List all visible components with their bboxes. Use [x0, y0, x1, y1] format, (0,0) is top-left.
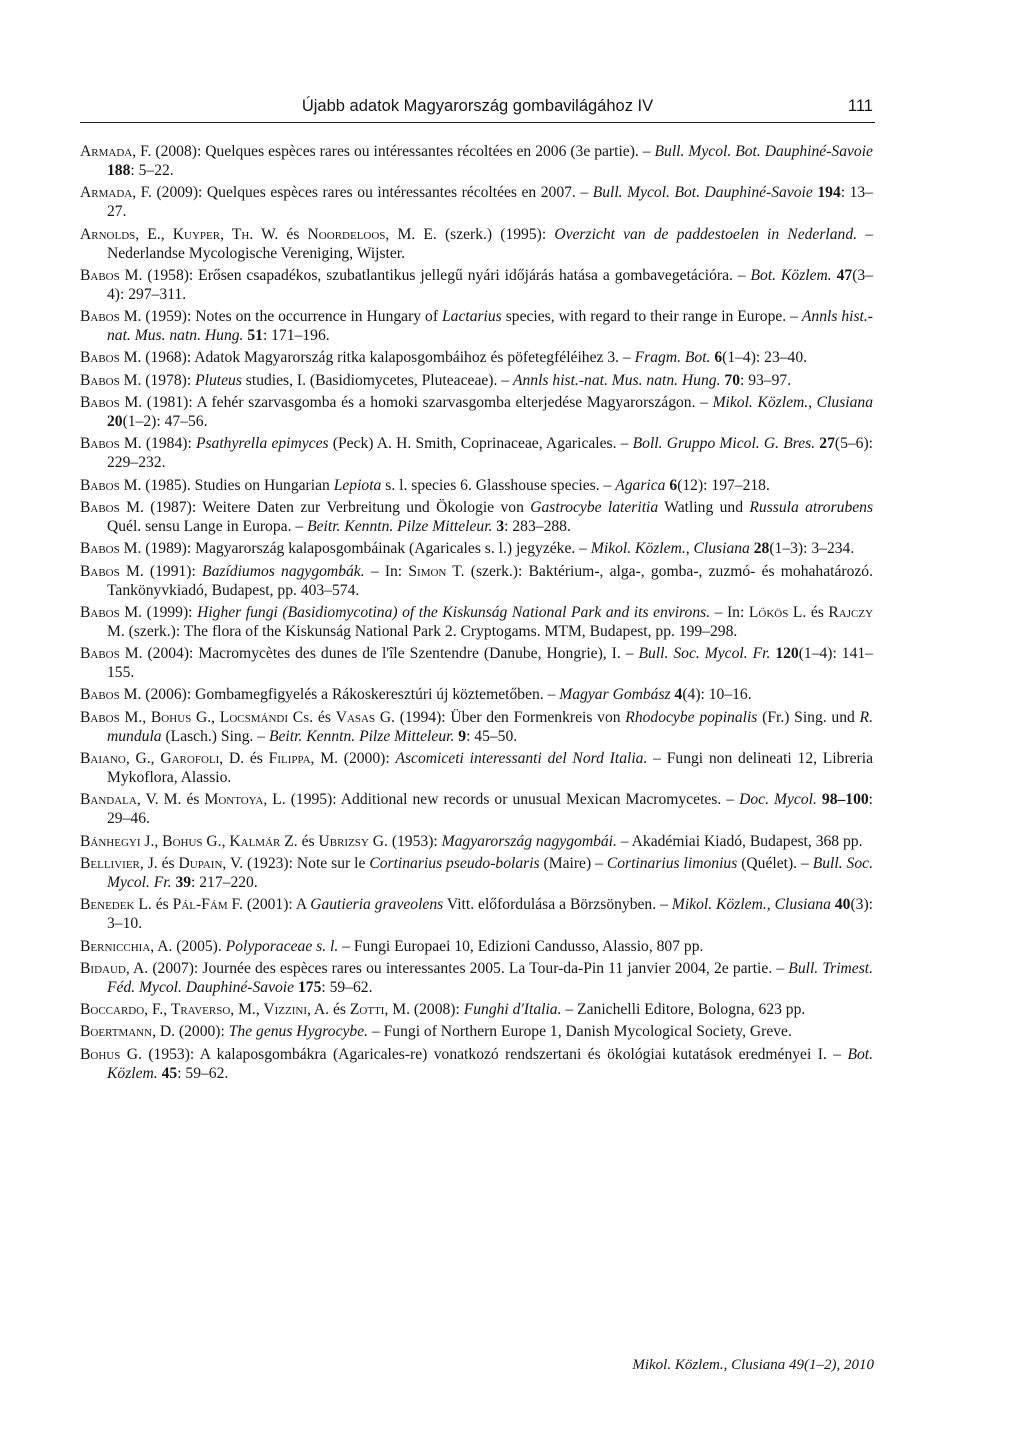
reference-title-italic: Doc. Mycol. — [739, 791, 817, 809]
reference-author: Arnolds, E., Kuyper, Th. W. — [80, 225, 279, 243]
reference-text: (1978): — [141, 371, 196, 389]
reference-text: (1959): Notes on the occurrence in Hungary of — [141, 308, 442, 326]
reference-title-italic: Beitr. Kenntn. Pilze Mitteleur. — [307, 517, 493, 535]
reference-text: (szerk.): The flora of the Kiskunság National Park 2. Cryptogams. MTM, Budapest, pp. 199–298. — [124, 622, 738, 640]
reference-title-italic: Annls hist.-nat. Mus. natn. Hung. — [107, 308, 873, 345]
reference-title-italic: Psathyrella epimyces — [195, 435, 329, 453]
reference-text: (Lasch.) Sing. – — [161, 727, 269, 745]
reference-text: (3): 3–10. — [107, 896, 873, 933]
reference-entry — [80, 562, 873, 600]
reference-author: Ubrizsy G. — [318, 832, 388, 850]
reference-author: Babos M. — [80, 394, 143, 412]
reference-text: (2001): A — [242, 896, 311, 914]
reference-text: (1999): — [142, 603, 198, 621]
reference-text: (1–3): 3–234. — [769, 540, 855, 558]
reference-volume: 28 — [753, 540, 770, 558]
reference-volume: 40 — [834, 896, 851, 914]
reference-volume: 188 — [107, 162, 131, 179]
reference-author: Armada, F. — [80, 184, 152, 202]
reference-text: – In: — [710, 603, 749, 621]
reference-volume: 27 — [819, 435, 835, 453]
reference-text: (1953): A kalaposgombákra (Agaricales-re) vonatkozó rendszertani és ökológiai kutatások eredményei I. – — [141, 1045, 848, 1063]
reference-text: : 45–50. — [466, 727, 518, 745]
reference-text: (1–2): 47–56. — [122, 413, 208, 431]
reference-title-italic: Pluteus — [195, 371, 242, 389]
reference-title-italic: Gastrocybe lateritia — [530, 498, 659, 516]
reference-text: : 171–196. — [262, 327, 330, 345]
reference-text: (1995): Additional new records or unusual Mexican Macromycetes. – — [285, 791, 740, 809]
reference-title-italic: Mikol. Közlem., Clusiana — [590, 540, 750, 558]
reference-author: Vasas G. — [335, 708, 395, 726]
reference-title-italic: Bull. Soc. Mycol. Fr. — [638, 645, 771, 663]
reference-list — [80, 142, 873, 1086]
reference-title-italic: Bot. Közlem. — [750, 266, 832, 284]
reference-author: Babos M., Bohus G., Locsmándi Cs. — [80, 708, 314, 726]
reference-entry — [80, 1022, 873, 1041]
running-title: Újabb adatok Magyarország gombavilágához IV — [301, 97, 654, 115]
reference-title-italic: Magyar Gombász — [559, 686, 671, 704]
reference-title-italic: Bull. Mycol. Bot. Dauphiné-Savoie — [654, 143, 873, 160]
reference-entry — [80, 266, 873, 304]
reference-text: és — [297, 832, 319, 850]
reference-title-italic: Mikol. Közlem., Clusiana — [712, 394, 873, 412]
reference-text: : 59–62. — [177, 1064, 229, 1082]
reference-author: Armada, F. — [80, 143, 152, 160]
reference-author: Simon T. — [408, 562, 465, 580]
reference-text: (3–4): 297–311. — [107, 266, 873, 303]
reference-volume: 6 — [669, 476, 678, 494]
reference-author: Rajczy M. — [107, 603, 874, 640]
page-number: 111 — [847, 97, 873, 115]
reference-author: Bohus G. — [80, 1045, 142, 1063]
reference-text: (Maire) – — [539, 854, 607, 872]
reference-entry — [80, 959, 873, 997]
reference-text: (1987): Weitere Daten zur Verbreitung und Ökologie von — [143, 498, 531, 516]
reference-text: (2009): Quelques espèces rares ou intéressantes récoltées en 2007. – — [151, 184, 593, 202]
reference-text: (1989): Magyarország kalaposgombáinak (Agaricales s. l.) jegyzéke. – — [141, 540, 591, 558]
reference-title-italic: Gautieria graveolens — [310, 896, 444, 914]
reference-text: : 283–288. — [504, 517, 571, 535]
reference-text: Vitt. előfordulása a Börzsönyben. – — [443, 896, 672, 914]
running-header — [80, 96, 875, 123]
reference-author: Babos M. — [80, 308, 142, 326]
reference-text: (Fr.) Sing. und — [757, 708, 860, 726]
reference-author: Pál-Fám F. — [172, 896, 243, 914]
reference-volume: 194 — [817, 184, 841, 202]
reference-text: (Quélet). – — [737, 854, 813, 872]
reference-text: studies, I. (Basidiomycetes, Pluteaceae). – — [241, 371, 513, 389]
reference-text: Quél. sensu Lange in Europa. – — [107, 517, 308, 535]
reference-text: (2000): — [337, 750, 396, 768]
reference-author: Bellivier, J. — [80, 854, 158, 872]
reference-title-italic: The genus Hygrocybe. — [228, 1023, 369, 1041]
reference-volume: 6 — [714, 349, 723, 367]
reference-author: Boertmann, D. — [80, 1023, 176, 1041]
reference-text: : 59–62. — [321, 978, 373, 996]
reference-title-italic: Bot. Közlem. — [107, 1045, 873, 1082]
reference-text: (1–4): 141–155. — [107, 645, 873, 682]
reference-author: Babos M. — [80, 603, 143, 621]
reference-author: Benedek L. — [80, 896, 152, 914]
reference-text: (12): 197–218. — [677, 476, 770, 494]
reference-text: – Fungi of Northern Europe 1, Danish Mycological Society, Greve. — [368, 1023, 792, 1041]
reference-entry — [80, 1000, 873, 1019]
reference-entry — [80, 393, 873, 431]
reference-author: Boccardo, F., Traverso, M., Vizzini, A. — [80, 1001, 330, 1019]
reference-entry — [80, 832, 873, 851]
reference-text: és — [329, 1001, 350, 1019]
reference-entry — [80, 603, 873, 641]
reference-author: Dupain, V. — [178, 854, 244, 872]
reference-text: (szerk.) (1995): — [436, 225, 555, 243]
reference-entry — [80, 348, 873, 367]
reference-title-italic: Fragm. Bot. — [634, 349, 711, 367]
reference-title-italic: Higher fungi (Basidiomycotina) of the Kiskunság National Park and its environs. — [197, 603, 711, 621]
reference-volume: 45 — [161, 1064, 178, 1082]
reference-author: Babos M. — [80, 562, 144, 580]
reference-author: Bandala, V. M. — [80, 791, 182, 809]
reference-title-italic: Bull. Trimest. Féd. Mycol. Dauphiné-Savoie — [107, 959, 874, 996]
reference-author: Babos M. — [80, 498, 144, 516]
reference-volume: 3 — [496, 517, 505, 535]
reference-volume: 39 — [175, 873, 192, 891]
reference-title-italic: Ascomiceti interessanti del Nord Italia. — [395, 750, 648, 768]
reference-text: (2008): — [410, 1001, 464, 1019]
reference-text: (2004): Macromycètes des dunes de l'île Szentendre (Danube, Hongrie), I. – — [142, 645, 639, 663]
reference-text: : 13–27. — [107, 184, 873, 221]
reference-volume: 98–100 — [821, 791, 869, 809]
reference-text: – Nederlandse Mycologische Vereniging, Wijster. — [107, 225, 873, 262]
reference-author: Montoya, L. — [204, 791, 286, 809]
reference-text: s. l. species 6. Glasshouse species. – — [381, 476, 616, 494]
reference-text: (2007): Journée des espèces rares ou interessantes 2005. La Tour-da-Pin 11 janvier 2004, 2e partie. – — [148, 959, 789, 977]
reference-text: : 217–220. — [191, 873, 258, 891]
reference-text: (1953): — [387, 832, 442, 850]
reference-title-italic: Beitr. Kenntn. Pilze Mitteleur. — [268, 727, 455, 745]
reference-text: (szerk.): Baktérium-, alga-, gomba-, zuzmó- és mohahatározó. Tankönyvkiadó, Budapest, pp. 403–574. — [107, 562, 874, 599]
reference-entry — [80, 183, 873, 221]
reference-author: Lőkös L. — [748, 603, 807, 621]
reference-title-italic: Agarica — [615, 476, 666, 494]
reference-text: (1968): Adatok Magyarország ritka kalaposgombáihoz és pöfetegféléihez 3. – — [141, 349, 635, 367]
reference-author: Babos M. — [80, 435, 142, 453]
reference-volume: 20 — [107, 413, 123, 431]
reference-text: – Zanichelli Editore, Bologna, 623 pp. — [561, 1001, 806, 1019]
reference-entry — [80, 539, 873, 558]
reference-text: és — [181, 791, 205, 809]
reference-author: Zotti, M. — [349, 1001, 411, 1019]
reference-title-italic: Funghi d'Italia. — [463, 1001, 562, 1019]
reference-author: Babos M. — [80, 349, 142, 367]
reference-text: (1923): Note sur le — [243, 854, 370, 872]
reference-entry — [80, 854, 873, 892]
reference-entry — [80, 749, 873, 787]
reference-text: (5–6): 229–232. — [107, 435, 873, 472]
reference-entry — [80, 708, 873, 746]
reference-volume: 4 — [674, 686, 683, 704]
reference-text: (1–4): 23–40. — [722, 349, 808, 367]
reference-text: – Fungi Europaei 10, Edizioni Candusso, Alassio, 807 pp. — [338, 937, 704, 955]
reference-text: (2008): Quelques espèces rares ou intéressantes récoltées en 2006 (3e partie). – — [151, 143, 655, 160]
reference-volume: 70 — [724, 371, 740, 389]
reference-text: : 29–46. — [107, 791, 874, 828]
reference-title-italic: Bull. Soc. Mycol. Fr. — [107, 854, 873, 891]
reference-entry — [80, 142, 873, 180]
reference-title-italic: Bazídiumos nagygombák. — [202, 562, 365, 580]
reference-text: : 5–22. — [130, 162, 174, 179]
reference-text: – Akadémiai Kiadó, Budapest, 368 pp. — [616, 832, 863, 850]
reference-text: (1981): A fehér szarvasgomba és a homoki szarvasgomba elterjedése Magyarországon. – — [142, 394, 713, 412]
reference-text: és — [157, 854, 179, 872]
reference-volume: 51 — [247, 327, 263, 345]
reference-author: Bernicchia, A. — [80, 937, 173, 955]
reference-title-italic: Cortinarius limonius — [606, 854, 738, 872]
reference-text: (2005). — [172, 937, 226, 955]
reference-entry — [80, 937, 873, 956]
reference-text: (1984): — [141, 435, 196, 453]
reference-text: Watling und — [658, 498, 750, 516]
reference-text: : 93–97. — [739, 371, 792, 389]
reference-title-italic: Magyarország nagygombái. — [441, 832, 617, 850]
reference-author: Filippa, M. — [268, 750, 338, 768]
reference-entry — [80, 307, 873, 345]
reference-title-italic: Polyporaceae s. l. — [225, 937, 339, 955]
reference-title-italic: Cortinarius pseudo-bolaris — [369, 854, 540, 872]
reference-volume: 9 — [458, 727, 467, 745]
reference-author: Baiano, G., Garofoli, D. — [80, 750, 245, 768]
reference-volume: 120 — [775, 645, 799, 663]
reference-title-italic: Mikol. Közlem., Clusiana — [671, 896, 831, 914]
reference-text: – Fungi non delineati 12, Libreria Mykoflora, Alassio. — [107, 750, 873, 787]
reference-text: és — [244, 750, 269, 768]
reference-text: (1994): Über den Formenkreis von — [394, 708, 626, 726]
reference-entry — [80, 498, 873, 536]
reference-entry — [80, 225, 873, 263]
reference-title-italic: Russula atrorubens — [749, 498, 874, 516]
reference-text: species, with regard to their range in Europe. – — [501, 308, 802, 326]
reference-text: (4): 10–16. — [682, 686, 752, 704]
reference-entry — [80, 371, 873, 390]
reference-entry — [80, 895, 873, 933]
reference-title-italic: R. mundula — [107, 708, 873, 745]
reference-title-italic: Lepiota — [333, 476, 382, 494]
reference-text: (2000): — [175, 1023, 229, 1041]
reference-author: Babos M. — [80, 266, 143, 284]
reference-text: és — [806, 603, 829, 621]
reference-entry — [80, 790, 873, 828]
reference-title-italic: Rhodocybe popinalis — [625, 708, 758, 726]
reference-title-italic: Boll. Gruppo Micol. G. Bres. — [632, 435, 816, 453]
reference-text: – In: — [364, 562, 409, 580]
reference-title-italic: Overzicht van de paddestoelen in Nederland. — [554, 225, 858, 243]
reference-author: Babos M. — [80, 645, 143, 663]
reference-entry — [80, 1045, 873, 1083]
reference-title-italic: Annls hist.-nat. Mus. natn. Hung. — [512, 371, 721, 389]
reference-volume: 175 — [297, 978, 322, 996]
reference-text: és — [278, 225, 308, 243]
reference-text: (1958): Erősen csapadékos, szubatlantikus jellegű nyári időjárás hatása a gombavegetációra. – — [142, 266, 751, 284]
reference-entry — [80, 434, 873, 472]
reference-entry — [80, 685, 873, 704]
reference-text: (1991): — [143, 562, 203, 580]
reference-author: Babos M. — [80, 371, 142, 389]
reference-text: (1985). Studies on Hungarian — [141, 476, 334, 494]
reference-author: Bánhegyi J., Bohus G., Kalmár Z. — [80, 832, 298, 850]
reference-title-italic: Lactarius — [441, 308, 502, 326]
reference-title-italic: Bull. Mycol. Bot. Dauphiné-Savoie — [592, 184, 813, 202]
journal-citation-footer: Mikol. Közlem., Clusiana 49(1–2), 2010 — [632, 1357, 874, 1373]
reference-text: (Peck) A. H. Smith, Coprinaceae, Agaricales. – — [328, 435, 633, 453]
reference-entry — [80, 476, 873, 495]
reference-author: Noordeloos, M. E. — [307, 225, 437, 243]
reference-author: Babos M. — [80, 476, 142, 494]
reference-entry — [80, 644, 873, 682]
reference-volume: 47 — [836, 266, 853, 284]
reference-text: és — [151, 896, 173, 914]
reference-author: Babos M. — [80, 686, 142, 704]
reference-text: (2006): Gombamegfigyelés a Rákoskeresztúri új köztemetőben. – — [141, 686, 560, 704]
reference-author: Babos M. — [80, 540, 142, 558]
reference-author: Bidaud, A. — [80, 959, 149, 977]
reference-text: és — [313, 708, 336, 726]
